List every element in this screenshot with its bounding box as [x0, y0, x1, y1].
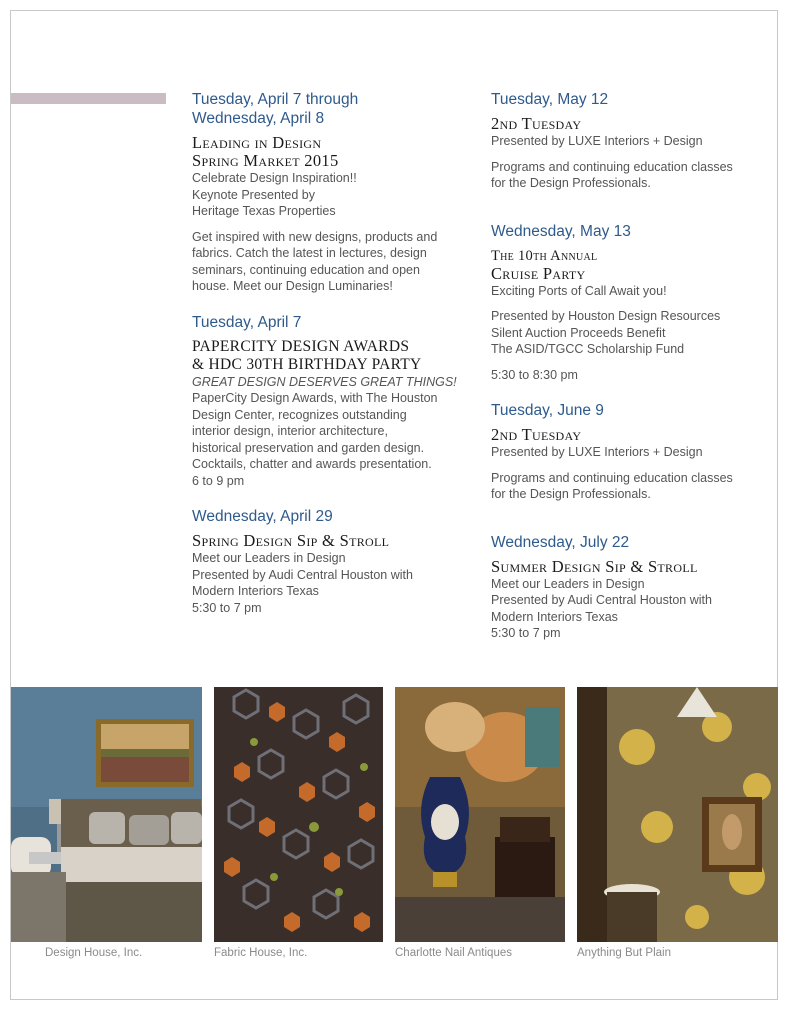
- event-desc: Keynote Presented by: [192, 187, 315, 202]
- event-body: Silent Auction Proceeds Benefit: [491, 325, 666, 340]
- event-title: The 10th Annual: [491, 247, 598, 264]
- event-title: Spring Design Sip & Stroll: [192, 531, 390, 550]
- event-spring-sip-stroll: [192, 507, 467, 616]
- accent-bar: [11, 93, 166, 104]
- photo-anything-but-plain: [577, 687, 778, 942]
- event-desc: Presented by LUXE Interiors + Design: [491, 445, 703, 459]
- event-body: Meet our Leaders in Design: [491, 576, 645, 591]
- event-body: Presented by Audi Central Houston with: [192, 567, 413, 582]
- event-date: Tuesday, June 9: [491, 402, 604, 419]
- event-body: Design Center, recognizes outstanding: [192, 407, 407, 422]
- event-leading-in-design: [192, 90, 467, 295]
- event-date: Wednesday, July 22: [491, 533, 630, 551]
- caption-charlotte-nail: Charlotte Nail Antiques: [395, 947, 512, 959]
- event-body: Programs and continuing education classes: [491, 159, 733, 174]
- event-body: Modern Interiors Texas: [491, 609, 618, 624]
- event-date: Tuesday, April 7 through: [192, 91, 359, 108]
- event-body: for the Design Professionals.: [491, 487, 651, 501]
- event-body: Modern Interiors Texas: [192, 584, 319, 598]
- event-body: Cocktails, chatter and awards presentation.: [192, 457, 432, 471]
- event-body: for the Design Professionals.: [491, 176, 651, 190]
- event-2nd-tuesday-may: [491, 90, 766, 192]
- event-date: Tuesday, May 12: [491, 91, 609, 108]
- event-papercity-awards: [192, 313, 467, 490]
- event-title: Leading in Design: [192, 133, 322, 152]
- event-body: Programs and continuing education classes: [491, 470, 733, 485]
- event-date: Wednesday, April 8: [192, 110, 325, 127]
- event-cruise-party: [491, 222, 766, 384]
- photo-charlotte-nail-antiques: [395, 687, 565, 942]
- event-title: PAPERCITY DESIGN AWARDS: [192, 337, 410, 355]
- event-title: Spring Market 2015: [192, 151, 339, 170]
- event-desc: Celebrate Design Inspiration!!: [192, 171, 357, 185]
- event-title: Cruise Party: [491, 263, 586, 283]
- event-body: interior design, interior architecture,: [192, 424, 388, 438]
- event-body: historical preservation and garden design.: [192, 440, 425, 455]
- event-tagline: GREAT DESIGN DESERVES GREAT THINGS!: [192, 374, 457, 389]
- event-body: Meet our Leaders in Design: [192, 551, 346, 565]
- event-body: The ASID/TGCC Scholarship Fund: [491, 342, 685, 356]
- event-body: house. Meet our Design Luminaries!: [192, 279, 393, 293]
- event-desc: Presented by LUXE Interiors + Design: [491, 134, 703, 148]
- event-desc: Exciting Ports of Call Await you!: [491, 283, 667, 298]
- left-column: [192, 90, 467, 634]
- event-body: fabrics. Catch the latest in lectures, design: [192, 246, 427, 260]
- photo-design-house-bedroom: [11, 687, 202, 942]
- event-date: Wednesday, May 13: [491, 222, 631, 240]
- photo-fabric-house-hexagons: [214, 687, 383, 942]
- event-summer-sip-stroll: [491, 533, 766, 642]
- event-time: 5:30 to 8:30 pm: [491, 367, 578, 382]
- caption-anything-but-plain: Anything But Plain: [577, 947, 671, 959]
- caption-design-house: Design House, Inc.: [45, 947, 143, 959]
- right-column: [491, 90, 766, 660]
- event-body: Presented by Houston Design Resources: [491, 309, 721, 323]
- event-desc: Heritage Texas Properties: [192, 204, 336, 218]
- event-time: 6 to 9 pm: [192, 473, 245, 488]
- event-body: Get inspired with new designs, products and: [192, 229, 438, 244]
- event-title: 2nd Tuesday: [491, 114, 582, 133]
- event-body: PaperCity Design Awards, with The Houston: [192, 391, 438, 405]
- event-body: seminars, continuing education and open: [192, 262, 420, 277]
- event-time: 5:30 to 7 pm: [192, 600, 262, 615]
- event-body: Presented by Audi Central Houston with: [491, 593, 712, 607]
- event-title: 2nd Tuesday: [491, 425, 582, 444]
- event-time: 5:30 to 7 pm: [491, 626, 561, 640]
- event-date: Wednesday, April 29: [192, 508, 333, 525]
- event-2nd-tuesday-june: [491, 401, 766, 503]
- caption-fabric-house: Fabric House, Inc.: [214, 947, 308, 959]
- event-title: Summer Design Sip & Stroll: [491, 556, 698, 576]
- event-date: Tuesday, April 7: [192, 313, 302, 331]
- event-title: & HDC 30TH BIRTHDAY PARTY: [192, 355, 422, 373]
